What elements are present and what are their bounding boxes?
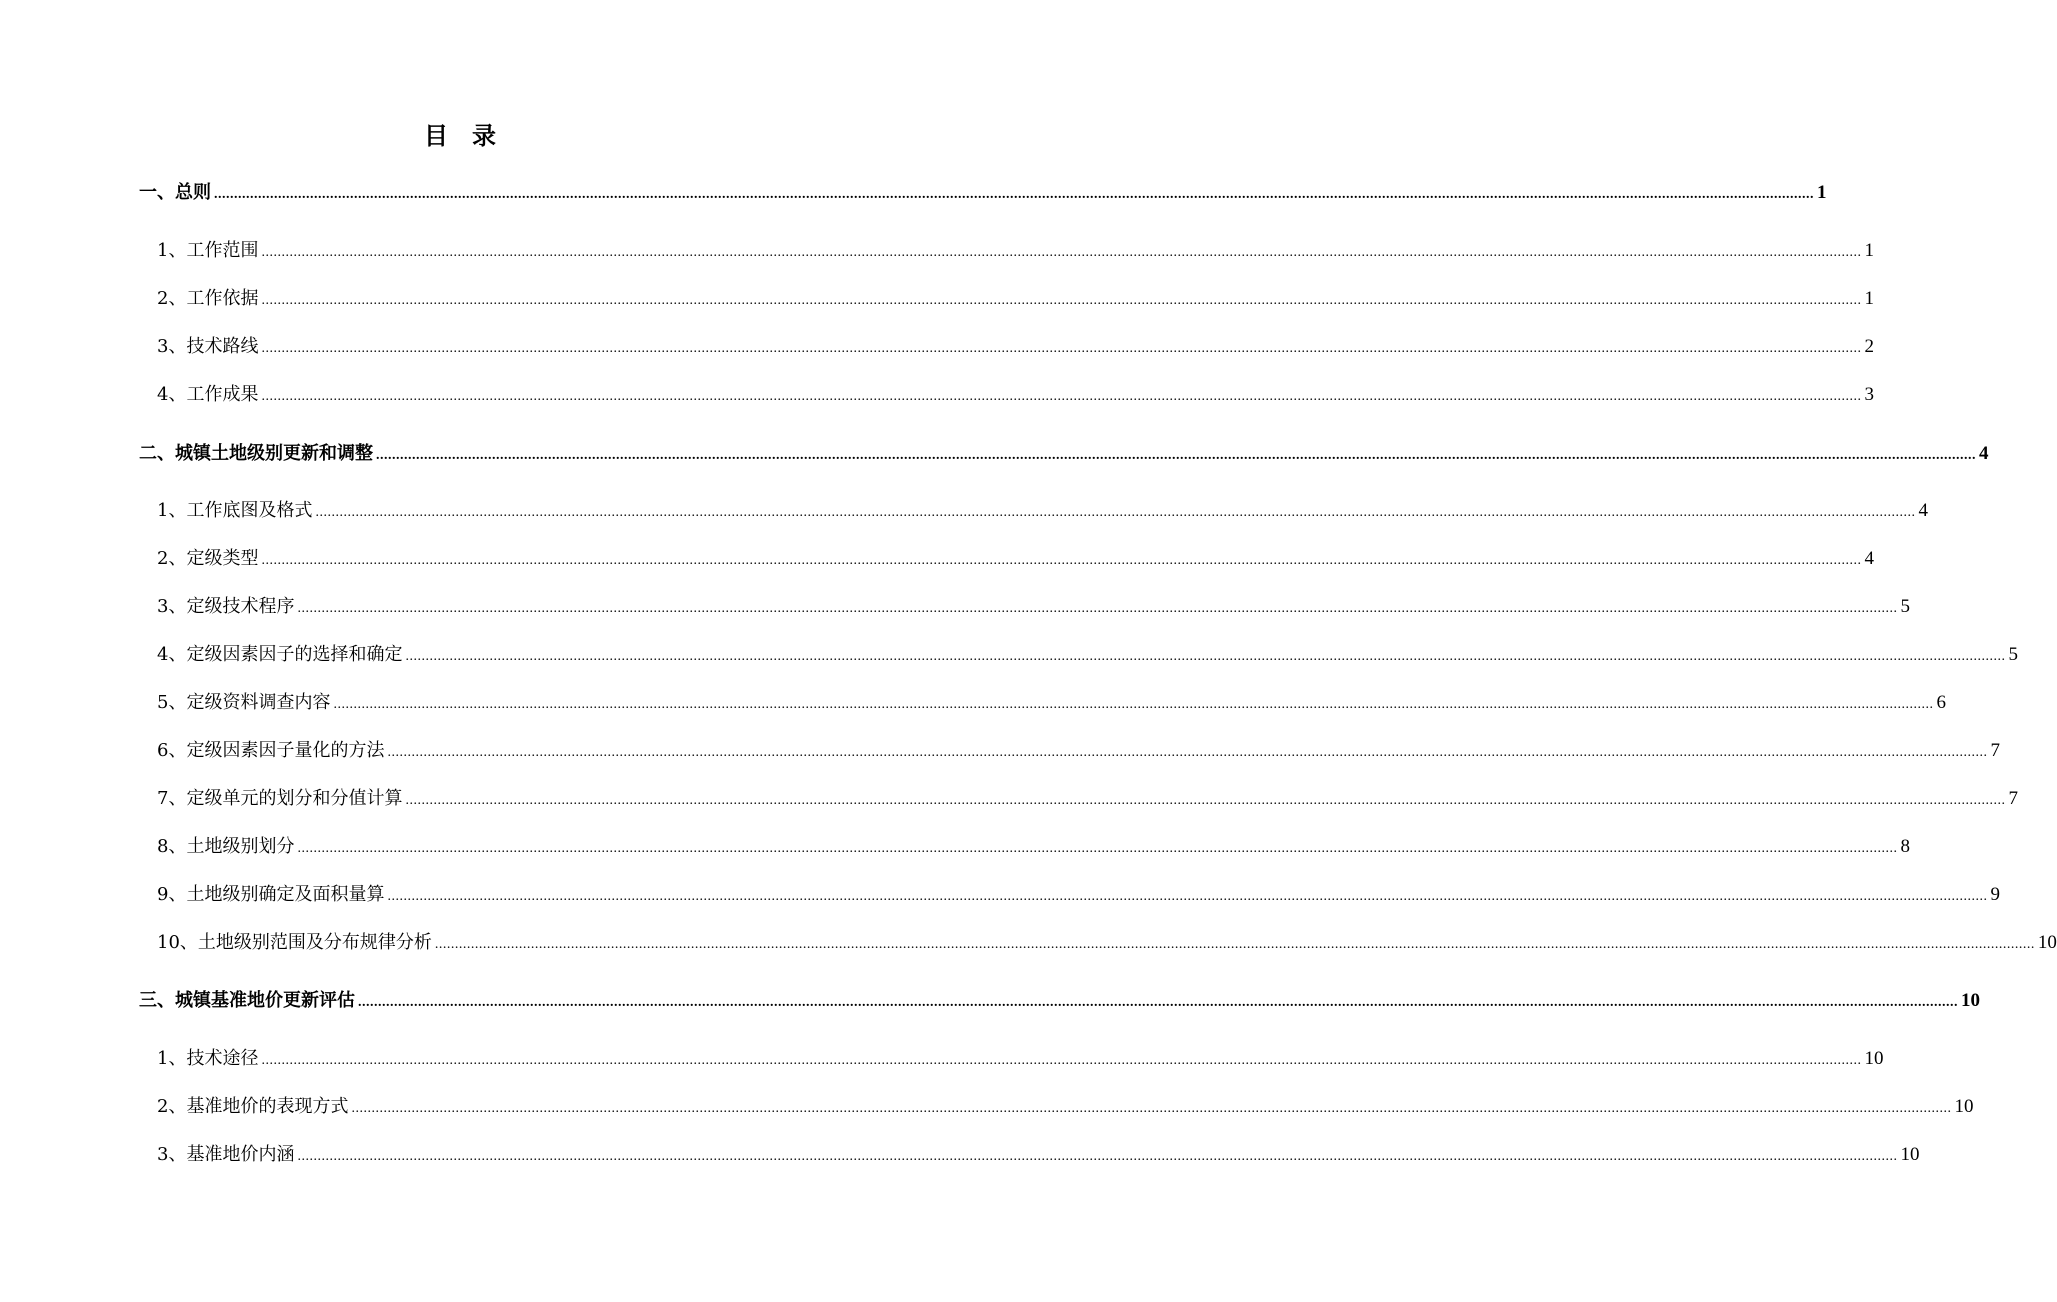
toc-entry[interactable] — [157, 688, 1946, 718]
toc-entry-text: 2、定级类型 — [157, 548, 259, 569]
toc-leader-dots: ................................................................................................................................................................................................................................................................................................................................................................................................................ — [214, 187, 1814, 202]
toc-entry-section-1[interactable] — [139, 178, 1827, 208]
toc-page-number: 6 — [1936, 692, 1946, 713]
toc-leader-dots: ................................................................................................................................................................................................................................................................................................................................................................................................................ — [297, 841, 1898, 856]
toc-page-number: 7 — [1990, 740, 2000, 761]
toc-entry-text: 10、土地级别范围及分布规律分析 — [157, 932, 432, 953]
toc-entry-text: 1、工作底图及格式 — [157, 500, 313, 521]
toc-entry[interactable] — [157, 332, 1874, 362]
toc-entry-text: 三、城镇基准地价更新评估 — [139, 990, 355, 1011]
toc-leader-dots: ................................................................................................................................................................................................................................................................................................................................................................................................................ — [297, 1149, 1898, 1164]
toc-entry[interactable] — [157, 1092, 1974, 1122]
toc-page-number: 9 — [1990, 884, 2000, 905]
toc-leader-dots: ................................................................................................................................................................................................................................................................................................................................................................................................................ — [387, 745, 1988, 760]
toc-entry-text: 二、城镇土地级别更新和调整 — [139, 443, 373, 464]
toc-entry-section-2[interactable] — [139, 439, 1989, 469]
toc-leader-dots: ................................................................................................................................................................................................................................................................................................................................................................................................................ — [405, 793, 2006, 808]
toc-entry-text: 8、土地级别划分 — [157, 836, 295, 857]
toc-entry-text: 一、总则 — [139, 182, 211, 203]
toc-leader-dots: ................................................................................................................................................................................................................................................................................................................................................................................................................ — [333, 697, 1934, 712]
toc-entry[interactable] — [157, 880, 2000, 910]
toc-entry[interactable] — [157, 736, 2000, 766]
toc-entry-text: 5、定级资料调查内容 — [157, 692, 331, 713]
toc-entry-text: 1、技术途径 — [157, 1048, 259, 1069]
toc-title: 目 录 — [424, 122, 496, 150]
toc-leader-dots: ................................................................................................................................................................................................................................................................................................................................................................................................................ — [261, 389, 1862, 404]
toc-leader-dots: ................................................................................................................................................................................................................................................................................................................................................................................................................ — [297, 601, 1898, 616]
toc-leader-dots: ................................................................................................................................................................................................................................................................................................................................................................................................................ — [434, 937, 2035, 952]
toc-entry[interactable] — [157, 592, 1910, 622]
toc-leader-dots: ................................................................................................................................................................................................................................................................................................................................................................................................................ — [261, 245, 1862, 260]
toc-page-number: 5 — [2008, 644, 2018, 665]
toc-leader-dots: ................................................................................................................................................................................................................................................................................................................................................................................................................ — [261, 553, 1862, 568]
toc-leader-dots: ................................................................................................................................................................................................................................................................................................................................................................................................................ — [261, 1053, 1862, 1068]
toc-leader-dots: ................................................................................................................................................................................................................................................................................................................................................................................................................ — [261, 293, 1862, 308]
toc-entry[interactable] — [157, 544, 1874, 574]
toc-entry-text: 3、技术路线 — [157, 336, 259, 357]
toc-entry-text: 4、定级因素因子的选择和确定 — [157, 644, 403, 665]
toc-page-number: 2 — [1864, 336, 1874, 357]
toc-page-number: 10 — [1900, 1144, 1920, 1165]
toc-entry-text: 3、基准地价内涵 — [157, 1144, 295, 1165]
toc-page-number: 4 — [1979, 443, 1989, 464]
toc-page-number: 3 — [1864, 384, 1874, 405]
toc-page-number: 1 — [1864, 240, 1874, 261]
toc-entry[interactable] — [157, 640, 2018, 670]
toc-entry-text: 4、工作成果 — [157, 384, 259, 405]
toc-entry[interactable] — [157, 784, 2018, 814]
toc-entry[interactable] — [157, 236, 1874, 266]
toc-leader-dots: ................................................................................................................................................................................................................................................................................................................................................................................................................ — [261, 341, 1862, 356]
toc-page-number: 5 — [1900, 596, 1910, 617]
toc-page-number: 10 — [1864, 1048, 1884, 1069]
toc-entry[interactable] — [157, 284, 1874, 314]
toc-entry-text: 9、土地级别确定及面积量算 — [157, 884, 385, 905]
toc-entry-text: 3、定级技术程序 — [157, 596, 295, 617]
toc-entry-text: 6、定级因素因子量化的方法 — [157, 740, 385, 761]
toc-leader-dots: ................................................................................................................................................................................................................................................................................................................................................................................................................ — [387, 889, 1988, 904]
toc-entry[interactable] — [157, 1140, 1920, 1170]
toc-page-number: 10 — [2037, 932, 2057, 953]
toc-page-number: 4 — [1918, 500, 1928, 521]
toc-entry-text: 2、工作依据 — [157, 288, 259, 309]
toc-page-number: 8 — [1900, 836, 1910, 857]
toc-entry[interactable] — [157, 1044, 1884, 1074]
toc-entry[interactable] — [157, 928, 2057, 958]
toc-entry-text: 1、工作范围 — [157, 240, 259, 261]
toc-leader-dots: ................................................................................................................................................................................................................................................................................................................................................................................................................ — [405, 649, 2006, 664]
toc-page-number: 1 — [1817, 182, 1827, 203]
toc-page-number: 4 — [1864, 548, 1874, 569]
toc-entry[interactable] — [157, 380, 1874, 410]
toc-entry[interactable] — [157, 496, 1928, 526]
toc-entry-text: 2、基准地价的表现方式 — [157, 1096, 349, 1117]
toc-page-number: 7 — [2008, 788, 2018, 809]
toc-page-number: 1 — [1864, 288, 1874, 309]
toc-entry[interactable] — [157, 832, 1910, 862]
toc-leader-dots: ................................................................................................................................................................................................................................................................................................................................................................................................................ — [351, 1101, 1952, 1116]
toc-page-number: 10 — [1961, 990, 1980, 1011]
toc-leader-dots: ................................................................................................................................................................................................................................................................................................................................................................................................................ — [315, 505, 1916, 520]
toc-leader-dots: ................................................................................................................................................................................................................................................................................................................................................................................................................ — [358, 995, 1958, 1010]
toc-page-number: 10 — [1954, 1096, 1974, 1117]
toc-entry-section-3[interactable] — [139, 986, 1980, 1016]
toc-entry-text: 7、定级单元的划分和分值计算 — [157, 788, 403, 809]
toc-leader-dots: ................................................................................................................................................................................................................................................................................................................................................................................................................ — [376, 448, 1976, 463]
